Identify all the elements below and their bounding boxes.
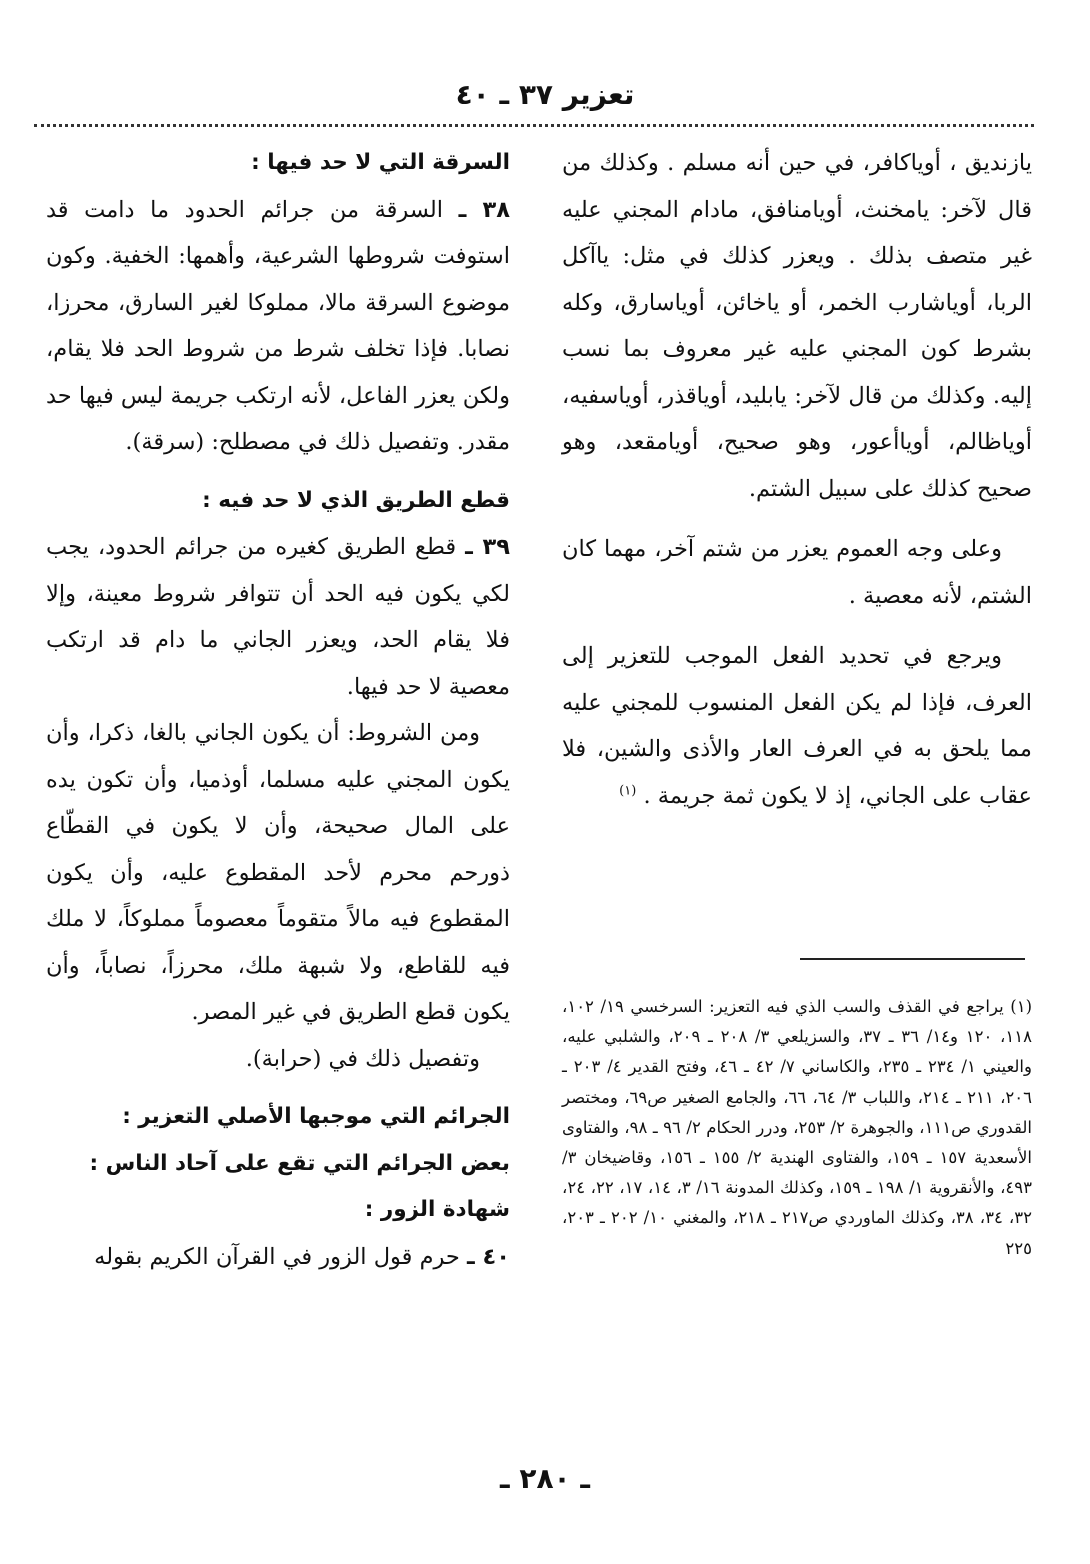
paragraph-conditions: ومن الشروط: أن يكون الجاني بالغا، ذكرا، وأن يكون المجني عليه مسلما، أوذميا، وأن تكون يده على المال صحيحة، وأن لا يكون في القطّاع ذورحم محرم لأحد المقطوع عليه، وأن يكون المقطوع فيه مالاً متقوماً معصوماً مملوكاً، لا ملك فيه للقاطع، ولا شبهة ملك، محرزاً، نصاباً، وأن يكون قطع الطريق في غير المصر. (46, 720, 510, 1025)
section-38-number: ٣٨ ـ (458, 196, 511, 223)
paragraph-custom-text: ويرجع في تحديد الفعل الموجب للتعزير إلى العرف، فإذا لم يكن الفعل المنسوب للمجني عليه مما يلحق به في العرف العار والأذى والشين، فلا عقاب على الجاني، إذ لا يكون ثمة جريمة . (562, 643, 1032, 809)
footnote-rule (800, 958, 1025, 960)
section-39 (46, 524, 510, 710)
paragraph-general-insult: وعلى وجه العموم يعزر من شتم آخر، مهما كان الشتم، لأنه معصية . (562, 536, 1032, 609)
footnote: (١) يراجع في القذف والسب الذي فيه التعزير: السرخسي ١٩/ ١٠٢، ١١٨، ١٢٠ و١٤/ ٣٦ ـ ٣٧، والسزيلعي ٣/ ٢٠٨ ـ ٢٠٩، والشلبي عليه، والعيني ١/ ٢٣٤ ـ ٢٣٥، والكاساني ٧/ ٤٢ ـ ٤٦، وفتح القدير ٤/ ٢٠٣ ـ ٢٠٦، ٢١١ ـ ٢١٤، واللباب ٣/ ٦٤، ٦٦، والجامع الصغير ص٦٩، ومختصر القدوري ص١١١، والجوهرة ٢/ ٢٥٣، ودرر الحكام ٢/ ٩٦ ـ ٩٨، والفتاوى الأسعدية ١٥٧ ـ ١٥٩، والفتاوى الهندية ٢/ ١٥٥ ـ ١٥٦، وقاضيخان ٣/ ٤٩٣، والأنقروية ١/ ١٩٨ ـ ١٥٩، وكذلك المدونة ١٦/ ٣، ١٤، ١٧، ٢٢، ٢٤، ٣٢، ٣٤، ٣٨، وكذلك الماوردي ص٢١٧ ـ ٢١٨، والمغني ١٠/ ٢٠٢ ـ ٢٠٣، ٢٢٥ (562, 997, 1033, 1258)
heading-original-tazir-crimes: الجرائم التي موجبها الأصلي التعزير : (122, 1104, 510, 1129)
paragraph-detail: وتفصيل ذلك في (حرابة). (245, 1045, 480, 1072)
footnote-reference: (١) (619, 783, 637, 798)
heading-crimes-against-individuals: بعض الجرائم التي تقع على آحاد الناس : (89, 1150, 510, 1176)
section-38 (46, 187, 510, 466)
section-40-text: حرم قول الزور في القرآن الكريم بقوله (94, 1243, 460, 1270)
paragraph-custom (562, 633, 1032, 819)
running-header: تعزير ٣٧ ـ ٤٠ (455, 78, 635, 111)
paragraph-insults: يازنديق ، أوياكافر، في حين أنه مسلم . وكذلك من قال لآخر: يامخنث، أويامنافق، مادام المجني عليه غير متصف بذلك . ويعزر كذلك في مثل: ياآكل الربا، أوياشارب الخمر، أو ياخائن، أوياسارق، وكله بشرط كون المجني عليه غير معروف بما نسب إليه. وكذلك من قال لآخر: يابليد، أوياقذر، أوياسفيه، أوياظالم، أوياأعور، وهو صحيح، أويامقعد، وهو صحيح كذلك على سبيل الشتم. (562, 150, 1032, 502)
right-column (562, 140, 1032, 819)
left-column (46, 140, 510, 1280)
section-40 (46, 1234, 510, 1281)
page-number: ـ ٢٨٠ ـ (500, 1462, 590, 1495)
section-39-text: قطع الطريق كغيره من جرائم الحدود، يجب لكي يكون فيه الحد أن تتوافر شروط معينة، وإلا فلا يقام الحد، ويعزر الجاني ما دام قد ارتكب معصية لا حد فيها. (46, 534, 510, 700)
section-38-text: السرقة من جرائم الحدود ما دامت قد استوفت شروطها الشرعية، وأهمها: الخفية. وكون موضوع السرقة مالا، مملوكا لغير السارق، محرزا، نصابا. فإذا تخلف شرط من شروط الحد فلا يقام، ولكن يعزر الفاعل، لأنه ارتكب جريمة ليس فيها حد مقدر. وتفصيل ذلك في مصطلح: (سرقة). (46, 196, 510, 455)
heading-theft-without-hadd: السرقة التي لا حد فيها : (251, 150, 510, 175)
heading-highway-robbery: قطع الطريق الذي لا حد فيه : (202, 487, 510, 513)
section-40-number: ٤٠ ـ (467, 1243, 510, 1270)
heading-false-testimony: شهادة الزور : (364, 1197, 510, 1222)
header-dotted-rule (34, 124, 1034, 127)
section-39-number: ٣٩ ـ (465, 534, 511, 560)
